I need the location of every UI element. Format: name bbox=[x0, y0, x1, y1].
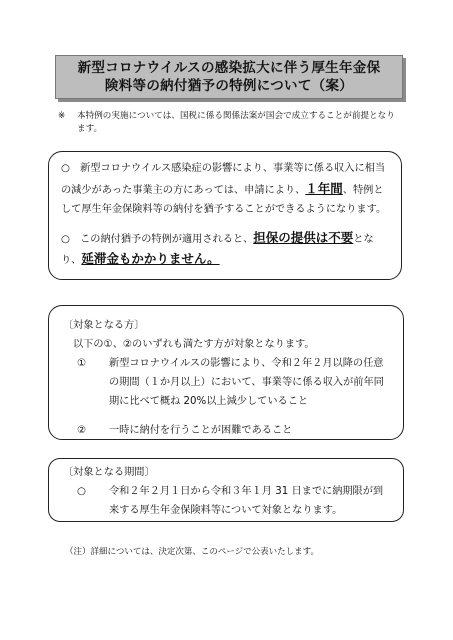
summary-p1-text: ○ 新型コロナウイルス感染症の影響により、事業等に係る収入に相当の減少があった事業主の方にあっては、申請により、 bbox=[61, 163, 386, 196]
item-number: ② bbox=[77, 425, 87, 436]
precondition-note bbox=[58, 110, 398, 136]
eligibility-item bbox=[63, 421, 393, 440]
summary-p1-text-end: 、特例として厚生年金保険料等の納付を猶予することができるようになります。 bbox=[61, 184, 387, 215]
eligibility-intro: 以下の①、②のいずれも満たす方が対象となります。 bbox=[73, 339, 315, 350]
period-emphasis: １年間 bbox=[305, 180, 343, 196]
summary-p2-text: ○ この納付猶予の特例が適用されると、 bbox=[61, 233, 254, 245]
period-box bbox=[48, 458, 404, 522]
period-mark: ○ bbox=[77, 486, 86, 497]
title-line-2: 険料等の納付猶予の特例について（案） bbox=[104, 78, 354, 94]
summary-paragraph-2 bbox=[61, 228, 391, 271]
eligibility-box bbox=[48, 305, 404, 440]
footnote: （注）詳細については、決定次第、このページで公表いたします。 bbox=[65, 547, 319, 557]
note-mark: ※ bbox=[58, 111, 66, 121]
summary-paragraph-1 bbox=[61, 159, 391, 220]
eligibility-item bbox=[63, 354, 393, 411]
item-text: 一時に納付を行うことが困難であること bbox=[109, 425, 293, 436]
eligibility-heading: 〔対象となる方〕 bbox=[63, 320, 145, 331]
no-penalty-emphasis: 延滞金もかかりません。 bbox=[81, 251, 220, 266]
no-collateral-emphasis: 担保の提供は不要 bbox=[253, 229, 354, 245]
item-text: 新型コロナウイルスの影響により、令和２年２月以降の任意の期間（１か月以上）において、事業等に係る収入が前年同期に比べて概ね 20%以上減少していること bbox=[109, 358, 384, 407]
document-title bbox=[55, 55, 403, 99]
period-text: 令和２年２月１日から令和３年１月 31 日までに納期限が到来する厚生年金保険料等について対象となります。 bbox=[109, 486, 384, 516]
note-text: 本特例の実施については、国税に係る関係法案が国会で成立することが前提となります。 bbox=[77, 111, 395, 134]
summary-box bbox=[48, 151, 402, 280]
period-heading: 〔対象となる期間〕 bbox=[63, 467, 155, 478]
item-number: ① bbox=[77, 358, 87, 369]
title-line-1: 新型コロナウイルスの感染拡大に伴う厚生年金保 bbox=[77, 60, 381, 76]
summary-p2-mid: となり、 bbox=[61, 233, 374, 266]
period-item bbox=[63, 482, 393, 520]
